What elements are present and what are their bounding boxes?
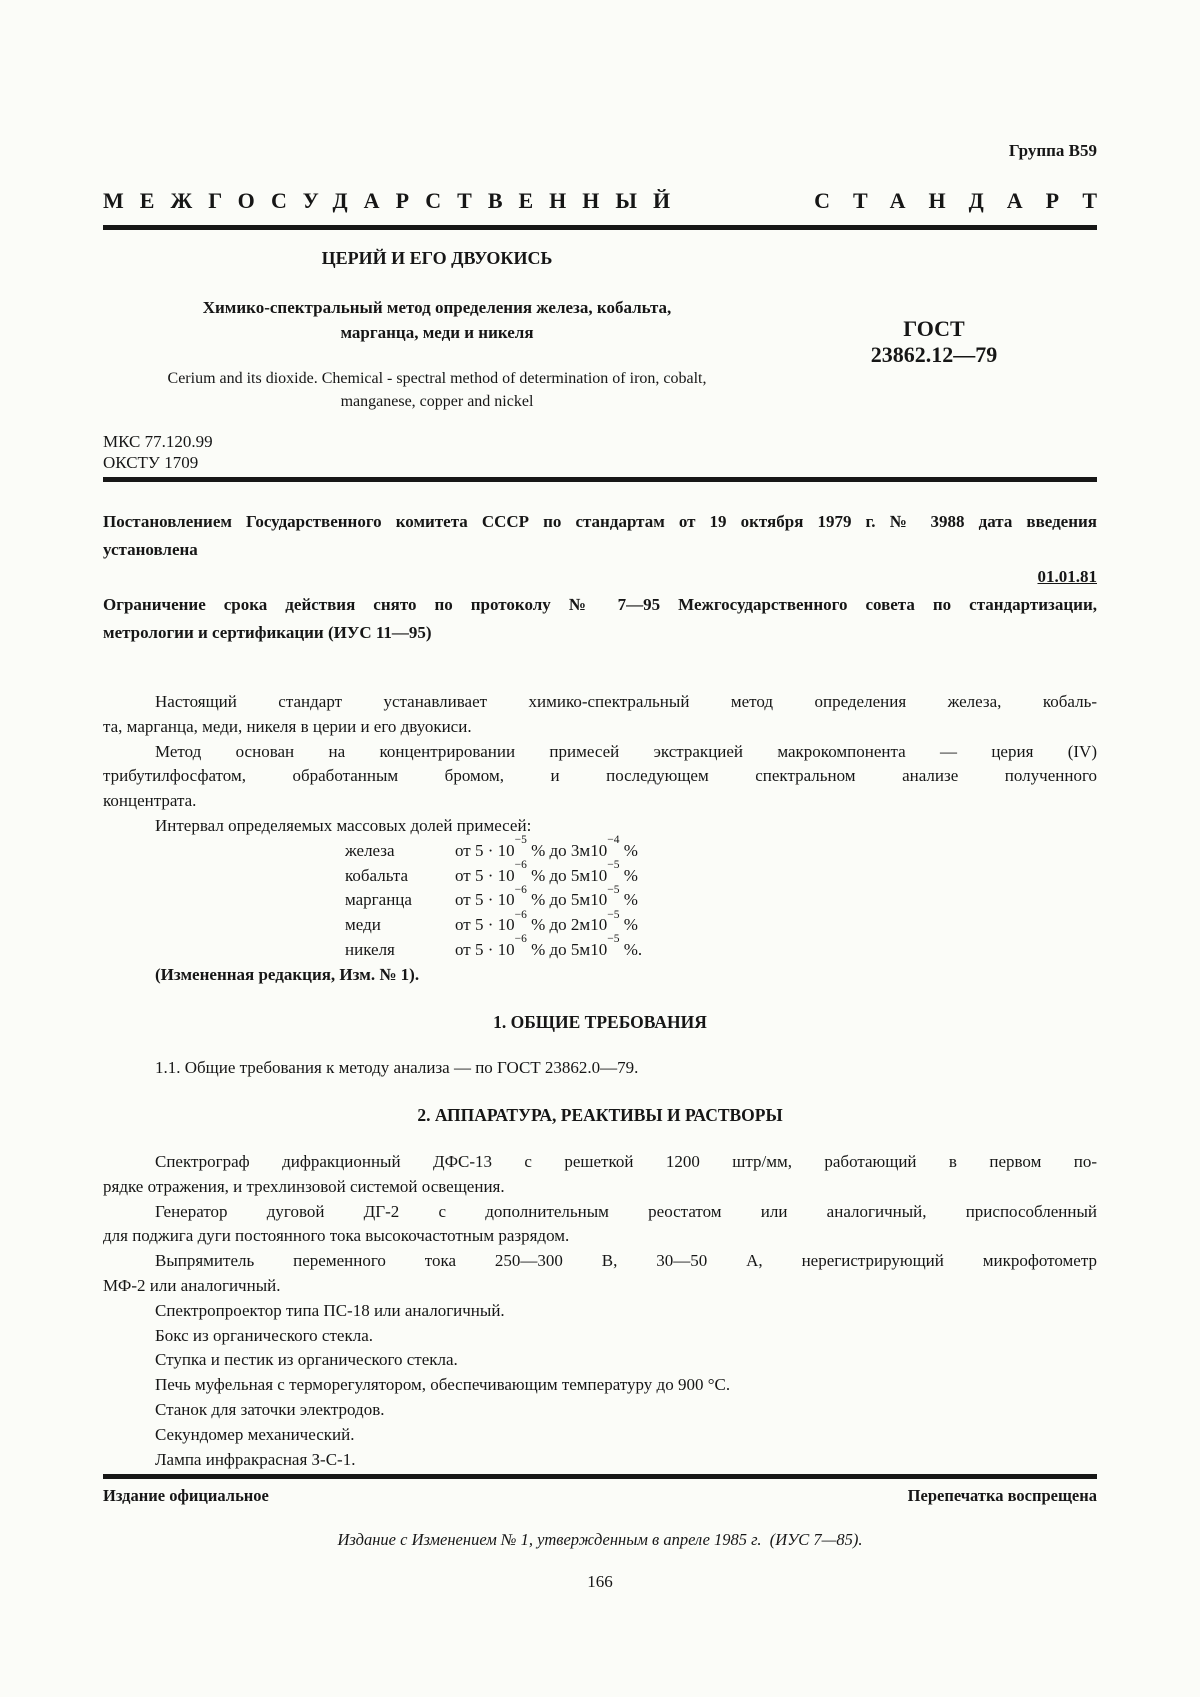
interval-range-to: % до 2м10 (526, 915, 608, 935)
method-line: концентрата. (103, 791, 197, 811)
gost-designation (771, 316, 1097, 368)
equipment-line: Станок для заточки электродов. (155, 1399, 385, 1419)
equipment-line: для поджига дуги постоянного тока высокочастотным разрядом. (103, 1226, 570, 1246)
interval-range-unit: % (619, 840, 638, 860)
group-label: Группа В59 (1008, 141, 1097, 160)
subtitle-line: Химико-спектральный метод определения железа, кобальта, (202, 298, 672, 317)
scope-line: та, марганца, меди, никеля в церии и его двуокиси. (103, 716, 472, 736)
scope-paragraph (103, 690, 1097, 740)
interval-exponent: −4 (607, 834, 620, 847)
interval-element: железа (345, 840, 395, 860)
interval-range-from: от 5 · 10 (455, 915, 515, 935)
intervals-list (345, 834, 1097, 963)
reprint-prohibited-label: Перепечатка воспрещена (907, 1486, 1097, 1506)
document-body (103, 690, 1097, 1472)
interval-range-unit: %. (619, 939, 643, 959)
okstu-code: ОКСТУ 1709 (103, 453, 199, 472)
equipment-line: Бокс из органического стекла. (155, 1325, 373, 1345)
interval-exponent: −6 (514, 908, 527, 921)
equipment-line: Спектропроектор типа ПС-18 или аналогичный. (155, 1300, 505, 1320)
limitation-line: Ограничение срока действия снято по протоколу № 7—95 Межгосударственного совета по стандартизации, (103, 595, 1097, 614)
interval-exponent: −5 (514, 834, 527, 847)
standard-kind-word-left: МЕЖГОСУДАРСТВЕННЫЙ (103, 188, 687, 213)
interval-exponent: −6 (514, 883, 527, 896)
equipment-paragraph (103, 1373, 1097, 1398)
equipment-paragraph (103, 1423, 1097, 1448)
interval-range-to: % до 5м10 (526, 890, 608, 910)
equipment-paragraph (103, 1398, 1097, 1423)
interval-range-from: от 5 · 10 (455, 939, 515, 959)
scope-line: Настоящий стандарт устанавливает химико-спектральный метод определения железа, кобаль- (155, 692, 1097, 711)
standard-kind-header (103, 188, 1120, 213)
edition-note: Издание с Изменением № 1, утвержденным в апреле 1985 г. (ИУС 7—85). (337, 1530, 863, 1550)
interval-exponent: −5 (607, 933, 620, 946)
page-number: 166 (587, 1572, 613, 1592)
interval-range (455, 933, 643, 963)
equipment-paragraph (103, 1150, 1097, 1200)
header-divider-rule (103, 477, 1097, 482)
footer-divider-rule (103, 1474, 1097, 1479)
interval-range-to: % до 5м10 (526, 939, 608, 959)
method-line: Метод основан на концентрировании примесей экстракцией макрокомпонента — церия (IV) (155, 741, 1097, 761)
amendment-line: (Измененная редакция, Изм. № 1). (155, 964, 420, 984)
interval-range-to: % до 3м10 (526, 840, 608, 860)
equipment-line: Генератор дуговой ДГ-2 с дополнительным реостатом или аналогичный, приспособленный (155, 1201, 1097, 1221)
interval-exponent: −5 (607, 908, 620, 921)
method-line: трибутилфосфатом, обработанным бромом, и последующем спектральном анализе полученного (103, 766, 1097, 786)
equipment-line: Секундомер механический. (155, 1424, 355, 1444)
interval-range-from: от 5 · 10 (455, 840, 515, 860)
equipment-line: Выпрямитель переменного тока 250—300 В, 30—50 А, нерегистрирующий микрофотометр (155, 1251, 1097, 1271)
equipment-line: Лампа инфракрасная З-С-1. (155, 1449, 356, 1469)
equipment-paragraph (103, 1200, 1097, 1250)
interval-row (345, 883, 1097, 913)
interval-range-from: от 5 · 10 (455, 890, 515, 910)
limitation-paragraph (103, 591, 1097, 647)
mks-code: МКС 77.120.99 (103, 432, 213, 451)
section-2-heading: 2. АППАРАТУРА, РЕАКТИВЫ И РАСТВОРЫ (417, 1105, 783, 1126)
gost-label: ГОСТ (903, 316, 965, 341)
gost-number: 23862.12—79 (870, 342, 998, 367)
clause-1-1-line: 1.1. Общие требования к методу анализа — по ГОСТ 23862.0—79. (155, 1058, 639, 1078)
classification-codes (103, 431, 1097, 473)
limitation-line: метрологии и сертификации (ИУС 11—95) (103, 623, 432, 642)
standard-kind-word-right: СТАНДАРТ (814, 188, 1120, 213)
subtitle-en-line: Cerium and its dioxide. Chemical - spectral method of determination of iron, cobalt, (167, 370, 707, 387)
official-edition-label: Издание официальное (103, 1486, 269, 1506)
interval-exponent: −6 (514, 858, 527, 871)
intervals-intro (103, 814, 1097, 839)
subtitle-en-line: manganese, copper and nickel (340, 393, 534, 410)
equipment-paragraph (103, 1324, 1097, 1349)
interval-range-to: % до 5м10 (526, 865, 608, 885)
interval-range-unit: % (619, 865, 638, 885)
equipment-line: рядке отражения, и трехлинзовой системой освещения. (103, 1176, 505, 1196)
interval-exponent: −5 (607, 858, 620, 871)
title-area (103, 230, 1097, 413)
equipment-line: МФ-2 или аналогичный. (103, 1275, 281, 1295)
interval-exponent: −6 (514, 933, 527, 946)
interval-element: никеля (345, 939, 395, 959)
equipment-paragraph (103, 1249, 1097, 1299)
interval-element: меди (345, 915, 381, 935)
equipment-paragraph (103, 1348, 1097, 1373)
interval-row (345, 858, 1097, 889)
equipment-line: Спектрограф дифракционный ДФС-13 с решеткой 1200 штр/мм, работающий в первом по- (155, 1151, 1097, 1171)
decree-paragraph (103, 508, 1097, 564)
clause-1-1 (103, 1056, 1097, 1081)
document-subtitle-en (103, 367, 771, 413)
decree-line: установлена (103, 540, 198, 559)
amendment-note (103, 963, 1097, 988)
interval-row (345, 834, 1097, 864)
intervals-intro-line: Интервал определяемых массовых долей примесей: (155, 815, 532, 835)
interval-row (345, 908, 1097, 938)
interval-element: марганца (345, 890, 412, 910)
equipment-line: Ступка и пестик из органического стекла. (155, 1350, 458, 1370)
equipment-line: Печь муфельная с терморегулятором, обеспечивающим температуру до 900 °С. (155, 1375, 731, 1395)
subtitle-line: марганца, меди и никеля (340, 323, 534, 342)
interval-range-unit: % (619, 890, 638, 910)
equipment-paragraph (103, 1448, 1097, 1473)
title-column (103, 230, 771, 413)
interval-row (345, 933, 1097, 963)
document-subtitle (103, 295, 771, 345)
document-title: ЦЕРИЙ И ЕГО ДВУОКИСЬ (321, 248, 553, 268)
equipment-paragraph (103, 1299, 1097, 1324)
section-1-heading: 1. ОБЩИЕ ТРЕБОВАНИЯ (493, 1011, 707, 1032)
effective-date: 01.01.81 (1037, 567, 1097, 586)
footer-row (103, 1486, 1097, 1506)
interval-range-from: от 5 · 10 (455, 865, 515, 885)
interval-range-unit: % (619, 915, 638, 935)
method-paragraph (103, 740, 1097, 814)
interval-element: кобальта (345, 865, 409, 885)
decree-line: Постановлением Государственного комитета СССР по стандартам от 19 октября 1979 г. № 3988 дата введения (103, 512, 1097, 531)
interval-exponent: −5 (607, 883, 620, 896)
